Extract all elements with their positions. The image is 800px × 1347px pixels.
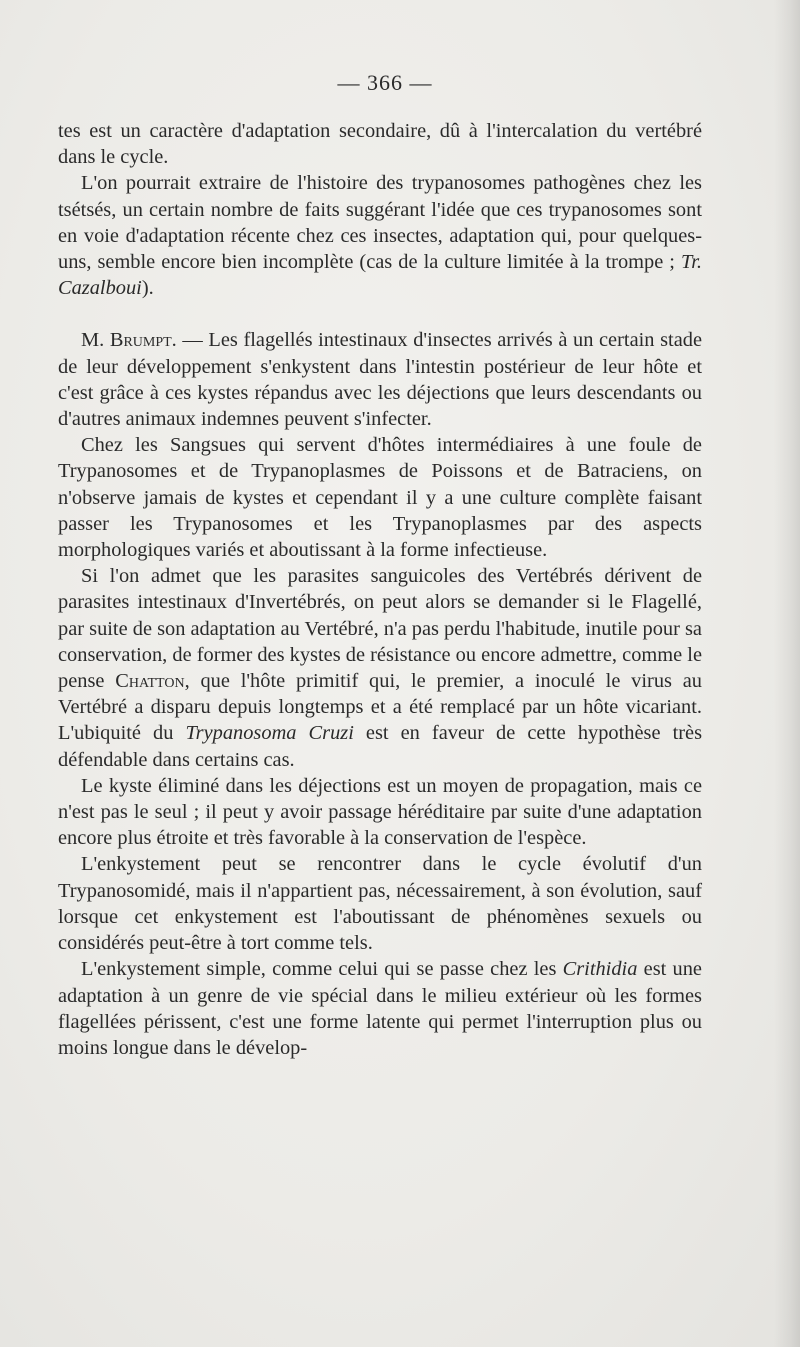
paragraph-1: tes est un caractère d'adaptation secondaire, dû à l'intercalation du vertébré dans le cycle. [58, 120, 702, 169]
paragraph-7: L'enkystement peut se rencontrer dans le cycle évolutif d'un Trypanosomidé, mais il n'appartient pas, nécessairement, à son évolution, sauf lorsque cet enkystement est l'aboutissant de phénomènes sexuels ou considérés peut-être à tort comme tels. [58, 853, 702, 955]
author-name-chatton: Chatton [115, 670, 185, 693]
genus-name-crithidia: Crithidia [562, 958, 638, 981]
paragraph-4: Chez les Sangsues qui servent d'hôtes intermédiaires à une foule de Trypanosomes et de Trypanoplasmes de Poissons et de Batraciens, on n'observe jamais de kystes et cependant il y a une culture complète faisant passer les Trypanosomes et les Trypanoplasmes par des aspects morphologiques variés et aboutissant à la forme infectieuse. [58, 434, 702, 562]
body-text [58, 118, 702, 1061]
species-name-cruzi: Trypanosoma Cruzi [185, 722, 354, 745]
paragraph-2-start: L'on pourrait extraire de l'histoire des trypanosomes pathogènes chez les tsétsés, un certain nombre de faits suggérant l'idée que ces trypanosomes sont en voie d'adaptation récente chez ces insectes, adaptation qui, pour quelques-uns, semble encore bien incomplète (cas de la culture limitée à la trompe ; [58, 172, 702, 274]
page-number: — 366 — [337, 70, 433, 95]
species-name-cazalboui: Tr. Cazalboui [58, 251, 702, 300]
paragraph-brumpt-text: — Les flagellés intestinaux d'insectes arrivés à un certain stade de leur développement s'enkystent dans l'intestin postérieur de leur hôte et c'est grâce à ces kystes répandus avec les déjections que leurs descendants ou d'autres animaux indemnes peuvent s'infecter. [58, 329, 702, 431]
paragraph-8-start: L'enkystement simple, comme celui qui se passe chez les [81, 958, 563, 981]
page-gutter-shadow [774, 0, 800, 1347]
paragraph-8-end: est une adaptation à un genre de vie spécial dans le milieu extérieur où les formes flagellées périssent, c'est une forme latente qui permet l'interruption plus ou moins longue dans le dévelop- [58, 958, 702, 1059]
speaker-name: M. Brumpt. [81, 329, 177, 352]
paragraph-5-middle: , que l'hôte primitif qui, le premier, a inoculé le virus au Vertébré a disparu depuis longtemps et a été remplacé par un hôte vicariant. L'ubiquité du [58, 670, 703, 745]
paragraph-8 [58, 956, 702, 1061]
paragraph-6: Le kyste éliminé dans les déjections est un moyen de propagation, mais ce n'est pas le seul ; il peut y avoir passage héréditaire par suite d'une adaptation encore plus étroite et très favorable à la conservation de l'espèce. [58, 774, 702, 850]
paragraph-brumpt [58, 327, 702, 432]
paragraph-5-end: est en faveur de cette hypothèse très défendable dans certains cas. [58, 722, 703, 771]
paragraph-5-start: Si l'on admet que les parasites sanguicoles des Vertébrés dérivent de parasites intestinaux d'Invertébrés, on peut alors se demander si le Flagellé, par suite de son adaptation au Vertébré, n'a pas perdu l'habitude, inutile pour sa conservation, de former des kystes de résistance ou encore admettre, comme le pense [58, 565, 702, 693]
paragraph-2 [58, 170, 702, 301]
paragraph-5 [58, 563, 702, 773]
paragraph-2-end: ). [141, 277, 154, 300]
